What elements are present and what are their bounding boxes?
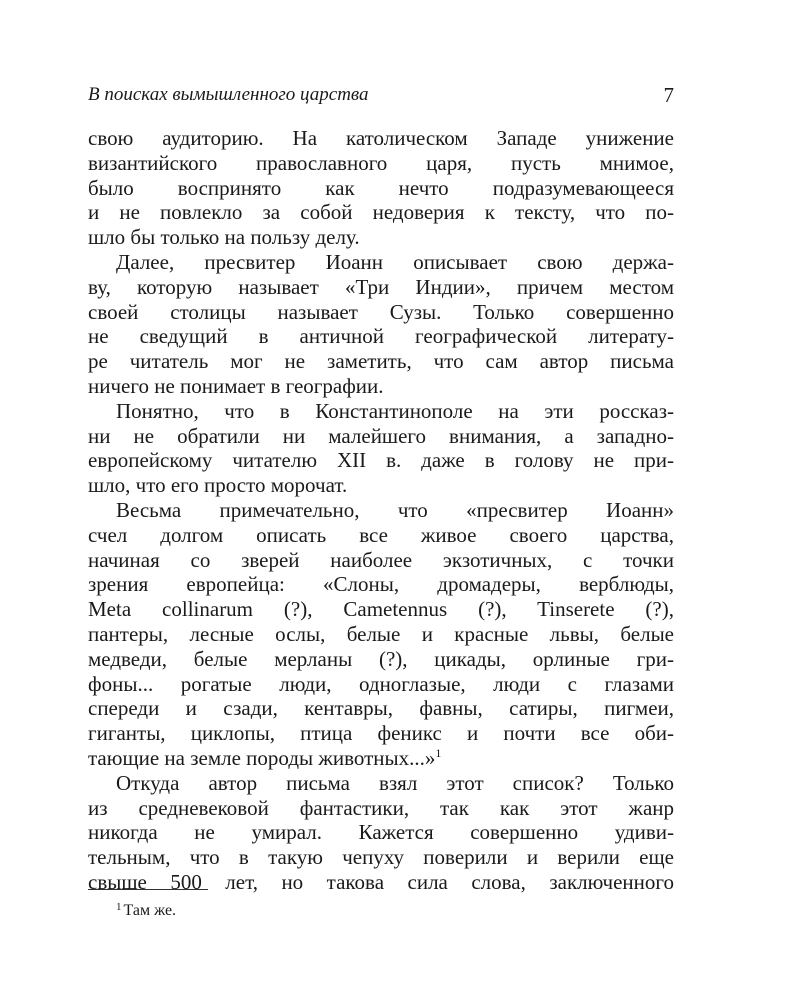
text-line: фоны... рогатые люди, одноглазые, люди с глазами — [88, 671, 674, 696]
text-line: свыше 500 лет, но такова сила слова, заключенного — [88, 869, 674, 894]
text-line: спереди и сзади, кентавры, фавны, сатиры, пигмеи, — [88, 696, 674, 721]
running-head — [88, 82, 674, 108]
text-line: Meta collinarum (?), Cametennus (?), Tinserete (?), — [88, 597, 674, 622]
text-line: ву, которую называет «Три Индии», причем местом — [88, 274, 674, 299]
text-line: Понятно, что в Константинополе на эти россказ- — [116, 398, 674, 423]
text-line: ре читатель мог не заметить, что сам автор письма — [88, 349, 674, 374]
text-line: не сведущий в античной географической литерату- — [88, 324, 674, 349]
text-line: византийского православного царя, пусть мнимое, — [88, 150, 674, 175]
text-line: из средневековой фантастики, так как этот жанр — [88, 795, 674, 820]
text-line: никогда не умирал. Кажется совершенно удиви- — [88, 820, 674, 845]
text-line: зрения европейца: «Слоны, дромадеры, верблюды, — [88, 572, 674, 597]
footnote-reference[interactable]: 1 — [435, 745, 442, 760]
text-line: пантеры, лесные ослы, белые и красные львы, белые — [88, 621, 674, 646]
text-line: ничего не понимает в географии. — [88, 373, 384, 398]
text-line: начиная со зверей наиболее экзотичных, с точки — [88, 547, 674, 572]
body-text — [88, 126, 674, 895]
footnote-text: Там же. — [123, 902, 177, 919]
text-line: и не повлекло за собой недоверия к тексту, что по- — [88, 200, 674, 225]
text-line-with-footnote — [88, 746, 674, 771]
paragraph-1 — [88, 126, 674, 250]
footnote-mark: 1 — [116, 901, 122, 913]
paragraph-2 — [88, 250, 674, 399]
text-line: Откуда автор письма взял этот список? Только — [116, 770, 674, 795]
text-line: Весьма примечательно, что «пресвитер Иоанн» — [116, 497, 674, 522]
page-number: 7 — [663, 83, 674, 107]
text-line: тельным, что в такую чепуху поверили и верили еще — [88, 845, 674, 870]
text-line: своей столицы называет Сузы. Только совершенно — [88, 299, 674, 324]
paragraph-5 — [88, 771, 674, 895]
book-page — [88, 0, 674, 1000]
text-line: свою аудиторию. На католическом Западе унижение — [88, 126, 674, 150]
footnote-divider — [88, 889, 208, 890]
text-line: шло бы только на пользу делу. — [88, 225, 360, 250]
text-line: гиганты, циклопы, птица феникс и почти все оби- — [88, 721, 674, 746]
text-line: счел долгом описать все живое своего царства, — [88, 522, 674, 547]
text-line: ни не обратили ни малейшего внимания, а западно- — [88, 423, 674, 448]
text-line: медведи, белые мерланы (?), цикады, орлиные гри- — [88, 646, 674, 671]
footnote — [116, 900, 176, 922]
text-line: шло, что его просто морочат. — [88, 473, 348, 498]
text-line: Далее, пресвитер Иоанн описывает свою держа- — [116, 249, 674, 274]
text-line-content: тающие на земле породы животных...» — [88, 745, 436, 770]
running-title: В поисках вымышленного царства — [88, 84, 369, 105]
text-line: было воспринято как нечто подразумевающееся — [88, 175, 674, 200]
paragraph-4 — [88, 498, 674, 771]
paragraph-3 — [88, 399, 674, 498]
text-line: европейскому читателю XII в. даже в голову не при- — [88, 448, 674, 473]
